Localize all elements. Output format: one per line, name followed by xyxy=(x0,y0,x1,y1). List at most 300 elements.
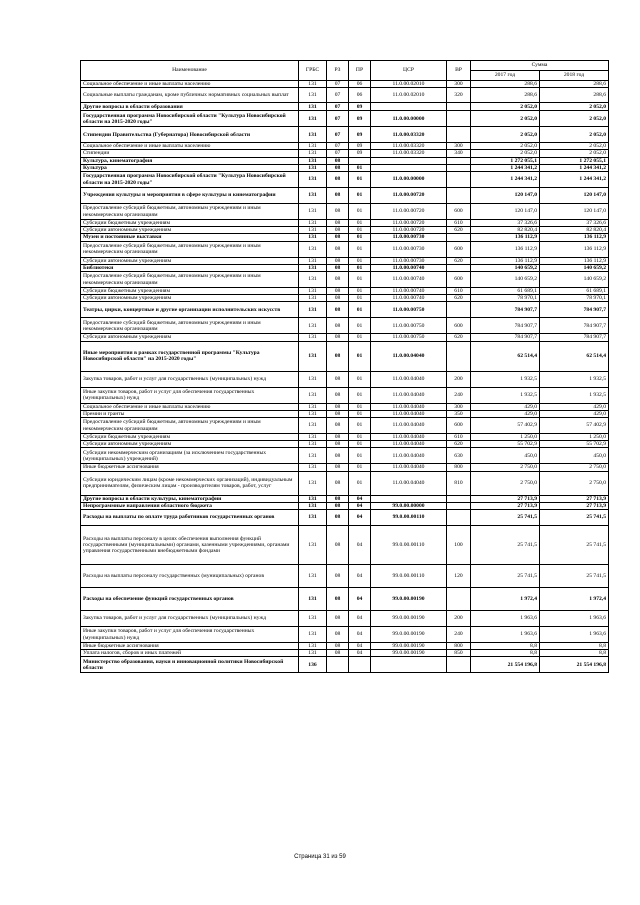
row-name: Иные бюджетные ассигнования xyxy=(81,464,299,471)
row-grbs: 131 xyxy=(299,318,327,334)
row-amount-2017: 8,8 xyxy=(471,643,540,650)
row-rz: 08 xyxy=(327,448,349,464)
row-amount-2017: 1 932,5 xyxy=(471,387,540,403)
row-grbs: 131 xyxy=(299,172,327,188)
row-name: Расходы на выплаты персоналу в целях обеспечения выполнения функций государственными (муниципальными) органами, казенными учреждениями, органами управления государственными внебюджетными фондами xyxy=(81,526,299,565)
row-vr: 320 xyxy=(447,88,471,103)
row-name: Музеи и постоянные выставки xyxy=(81,234,299,241)
row-rz: 07 xyxy=(327,103,349,111)
row-vr: 850 xyxy=(447,650,471,657)
row-grbs: 131 xyxy=(299,143,327,150)
row-grbs: 131 xyxy=(299,88,327,103)
row-amount-2018: 27 713,9 xyxy=(540,495,609,502)
header-name: Наименование xyxy=(81,61,299,81)
row-amount-2018: 1 932,5 xyxy=(540,387,609,403)
row-amount-2017: 288,6 xyxy=(471,88,540,103)
row-csr: 11.0.00.04040 xyxy=(371,464,447,471)
row-rz: 08 xyxy=(327,410,349,417)
row-grbs: 131 xyxy=(299,288,327,295)
row-pr: 01 xyxy=(349,172,371,188)
row-vr: 600 xyxy=(447,241,471,257)
row-rz: 08 xyxy=(327,403,349,410)
row-vr xyxy=(447,234,471,241)
row-rz: 08 xyxy=(327,272,349,288)
row-vr: 350 xyxy=(447,410,471,417)
row-rz: 07 xyxy=(327,111,349,127)
row-name: Министерство образования, науки и инновационной политики Новосибирской области xyxy=(81,657,299,673)
row-name: Культура, кинематография xyxy=(81,157,299,164)
row-pr: 04 xyxy=(349,526,371,565)
row-name: Иные мероприятия в рамках государственной программы "Культура Новосибирской области" на 2015-2020 годы" xyxy=(81,341,299,371)
row-grbs: 136 xyxy=(299,657,327,673)
row-pr: 01 xyxy=(349,418,371,434)
table-row xyxy=(81,204,609,220)
row-grbs: 131 xyxy=(299,403,327,410)
row-rz: 08 xyxy=(327,495,349,502)
row-vr xyxy=(447,264,471,271)
row-csr: 11.0.00.04040 xyxy=(371,418,447,434)
row-vr xyxy=(447,588,471,611)
row-grbs: 131 xyxy=(299,588,327,611)
table-row xyxy=(81,418,609,434)
row-csr: 11.0.00.04040 xyxy=(371,448,447,464)
row-csr: 11.0.00.03320 xyxy=(371,127,447,143)
row-rz: 08 xyxy=(327,241,349,257)
row-pr: 01 xyxy=(349,464,371,471)
budget-table xyxy=(80,60,609,673)
row-csr xyxy=(371,495,447,502)
row-rz: 08 xyxy=(327,227,349,234)
row-amount-2017: 120 147,0 xyxy=(471,188,540,204)
row-rz: 08 xyxy=(327,188,349,204)
row-amount-2017: 1 932,5 xyxy=(471,371,540,387)
table-row xyxy=(81,657,609,673)
row-amount-2017: 8,8 xyxy=(471,650,540,657)
row-csr: 11.0.00.00740 xyxy=(371,272,447,288)
row-vr: 200 xyxy=(447,611,471,627)
row-csr: 11.0.00.00000 xyxy=(371,111,447,127)
row-grbs: 131 xyxy=(299,241,327,257)
row-rz: 08 xyxy=(327,387,349,403)
row-amount-2018: 784 907,7 xyxy=(540,318,609,334)
row-amount-2018: 1 244 341,2 xyxy=(540,164,609,171)
row-amount-2017: 1 244 341,2 xyxy=(471,164,540,171)
row-amount-2018: 55 702,9 xyxy=(540,441,609,448)
row-pr: 01 xyxy=(349,234,371,241)
row-name: Непрограммные направления областного бюджета xyxy=(81,502,299,509)
row-rz: 08 xyxy=(327,565,349,588)
table-row xyxy=(81,448,609,464)
row-vr: 600 xyxy=(447,318,471,334)
header-2018: 2018 год xyxy=(540,71,609,81)
row-pr: 01 xyxy=(349,164,371,171)
table-row xyxy=(81,103,609,111)
row-grbs: 131 xyxy=(299,418,327,434)
row-grbs: 131 xyxy=(299,234,327,241)
row-grbs: 131 xyxy=(299,334,327,341)
row-amount-2017: 136 112,9 xyxy=(471,241,540,257)
row-csr: 11.0.00.00000 xyxy=(371,172,447,188)
row-rz: 07 xyxy=(327,81,349,88)
row-rz: 08 xyxy=(327,220,349,227)
row-name: Субсидии автономным учреждениям xyxy=(81,334,299,341)
row-amount-2018: 8,8 xyxy=(540,650,609,657)
row-amount-2017: 55 702,9 xyxy=(471,441,540,448)
row-name: Государственная программа Новосибирской области "Культура Новосибирской области на 2015-2020 годы" xyxy=(81,111,299,127)
row-grbs: 131 xyxy=(299,464,327,471)
row-amount-2018: 78 970,1 xyxy=(540,295,609,302)
row-rz: 08 xyxy=(327,164,349,171)
row-pr: 09 xyxy=(349,150,371,157)
row-amount-2018: 62 514,4 xyxy=(540,341,609,371)
row-vr: 810 xyxy=(447,471,471,495)
row-pr: 01 xyxy=(349,188,371,204)
row-grbs: 131 xyxy=(299,495,327,502)
row-vr xyxy=(447,172,471,188)
row-pr: 01 xyxy=(349,434,371,441)
row-pr: 04 xyxy=(349,627,371,643)
row-pr: 04 xyxy=(349,510,371,526)
row-vr: 610 xyxy=(447,288,471,295)
row-rz: 08 xyxy=(327,650,349,657)
row-csr: 11.0.00.04040 xyxy=(371,471,447,495)
row-amount-2017: 2 052,0 xyxy=(471,150,540,157)
row-name: Расходы на обеспечение функций государственных органов xyxy=(81,588,299,611)
row-pr: 06 xyxy=(349,88,371,103)
row-vr xyxy=(447,510,471,526)
row-name: Иные закупки товаров, работ и услуг для обеспечения государственных (муниципальных) нужд xyxy=(81,387,299,403)
table-row xyxy=(81,387,609,403)
row-pr: 01 xyxy=(349,241,371,257)
row-vr xyxy=(447,502,471,509)
row-grbs: 131 xyxy=(299,627,327,643)
row-amount-2018: 25 741,5 xyxy=(540,526,609,565)
row-vr: 600 xyxy=(447,272,471,288)
row-amount-2017: 82 820,4 xyxy=(471,227,540,234)
row-vr xyxy=(447,302,471,318)
table-row xyxy=(81,164,609,171)
row-name: Библиотеки xyxy=(81,264,299,271)
table-row xyxy=(81,111,609,127)
row-name: Закупка товаров, работ и услуг для государственных (муниципальных) нужд xyxy=(81,611,299,627)
header-csr: ЦСР xyxy=(371,61,447,81)
row-vr: 240 xyxy=(447,387,471,403)
row-amount-2018: 2 750,0 xyxy=(540,464,609,471)
table-row xyxy=(81,227,609,234)
row-csr: 11.0.00.00740 xyxy=(371,295,447,302)
row-name: Субсидии некоммерческим организациям (за исключением государственных (муниципальных) учреждений) xyxy=(81,448,299,464)
row-rz: 08 xyxy=(327,643,349,650)
row-rz: 08 xyxy=(327,611,349,627)
row-amount-2018: 784 907,7 xyxy=(540,334,609,341)
row-name: Расходы на выплаты персоналу государственных (муниципальных) органов xyxy=(81,565,299,588)
row-amount-2018: 37 326,6 xyxy=(540,220,609,227)
row-name: Социальное обеспечение и иные выплаты населению xyxy=(81,403,299,410)
row-name: Иные бюджетные ассигнования xyxy=(81,643,299,650)
row-amount-2017: 784 907,7 xyxy=(471,302,540,318)
row-csr: 11.0.00.04040 xyxy=(371,410,447,417)
row-amount-2017: 78 970,1 xyxy=(471,295,540,302)
table-row xyxy=(81,288,609,295)
row-name: Государственная программа Новосибирской области "Культура Новосибирской области на 2015-2020 годы" xyxy=(81,172,299,188)
row-grbs: 131 xyxy=(299,302,327,318)
row-rz: 08 xyxy=(327,627,349,643)
table-header xyxy=(81,61,609,81)
row-vr: 300 xyxy=(447,143,471,150)
row-amount-2017: 2 750,0 xyxy=(471,471,540,495)
row-amount-2018: 2 750,0 xyxy=(540,471,609,495)
row-grbs: 131 xyxy=(299,272,327,288)
row-rz: 07 xyxy=(327,143,349,150)
row-vr xyxy=(447,103,471,111)
row-grbs: 131 xyxy=(299,188,327,204)
table-row xyxy=(81,502,609,509)
row-grbs: 131 xyxy=(299,164,327,171)
row-amount-2017: 37 326,6 xyxy=(471,220,540,227)
row-vr: 340 xyxy=(447,150,471,157)
row-amount-2017: 61 689,1 xyxy=(471,288,540,295)
row-rz: 08 xyxy=(327,471,349,495)
row-grbs: 131 xyxy=(299,103,327,111)
table-row xyxy=(81,464,609,471)
row-pr: 09 xyxy=(349,143,371,150)
row-amount-2018: 1 972,4 xyxy=(540,588,609,611)
row-rz: 08 xyxy=(327,510,349,526)
row-rz: 08 xyxy=(327,172,349,188)
row-grbs: 131 xyxy=(299,434,327,441)
row-pr: 01 xyxy=(349,441,371,448)
row-amount-2018: 57 402,9 xyxy=(540,418,609,434)
row-csr: 11.0.00.04040 xyxy=(371,341,447,371)
header-sum: Сумма xyxy=(471,61,609,71)
table-row xyxy=(81,295,609,302)
row-csr: 11.0.00.00750 xyxy=(371,302,447,318)
row-vr: 610 xyxy=(447,220,471,227)
row-vr: 620 xyxy=(447,334,471,341)
row-name: Субсидии бюджетным учреждениям xyxy=(81,288,299,295)
row-amount-2018: 450,0 xyxy=(540,448,609,464)
row-amount-2018: 136 112,9 xyxy=(540,257,609,264)
row-pr: 01 xyxy=(349,471,371,495)
row-csr: 11.0.00.04040 xyxy=(371,434,447,441)
row-vr: 610 xyxy=(447,434,471,441)
row-amount-2017: 25 741,5 xyxy=(471,526,540,565)
row-csr: 99.0.00.00190 xyxy=(371,650,447,657)
row-rz: 08 xyxy=(327,502,349,509)
row-name: Социальное обеспечение и иные выплаты населению xyxy=(81,81,299,88)
row-grbs: 131 xyxy=(299,611,327,627)
row-pr: 09 xyxy=(349,103,371,111)
row-name: Субсидии бюджетным учреждениям xyxy=(81,220,299,227)
row-vr xyxy=(447,157,471,164)
table-body xyxy=(81,81,609,673)
row-vr xyxy=(447,127,471,143)
row-grbs: 131 xyxy=(299,127,327,143)
row-name: Предоставление субсидий бюджетным, автономным учреждениям и иным некоммерческим организациям xyxy=(81,204,299,220)
row-amount-2018: 1 932,5 xyxy=(540,371,609,387)
row-grbs: 131 xyxy=(299,471,327,495)
row-amount-2017: 136 112,9 xyxy=(471,234,540,241)
row-csr xyxy=(371,164,447,171)
row-rz: 08 xyxy=(327,588,349,611)
row-name: Социальные выплаты гражданам, кроме публичных нормативных социальных выплат xyxy=(81,88,299,103)
row-amount-2017: 2 052,0 xyxy=(471,143,540,150)
row-name: Учреждения культуры и мероприятия в сфере культуры и кинематографии xyxy=(81,188,299,204)
row-amount-2017: 784 907,7 xyxy=(471,334,540,341)
row-vr: 200 xyxy=(447,371,471,387)
row-vr: 600 xyxy=(447,204,471,220)
table-row xyxy=(81,410,609,417)
row-name: Иные закупки товаров, работ и услуг для обеспечения государственных (муниципальных) нужд xyxy=(81,627,299,643)
row-grbs: 131 xyxy=(299,448,327,464)
row-amount-2018: 140 659,2 xyxy=(540,272,609,288)
row-amount-2017: 429,0 xyxy=(471,410,540,417)
table-row xyxy=(81,441,609,448)
row-vr: 100 xyxy=(447,526,471,565)
row-csr: 11.0.00.04040 xyxy=(371,403,447,410)
row-grbs: 131 xyxy=(299,502,327,509)
row-amount-2017: 1 963,6 xyxy=(471,627,540,643)
row-name: Закупка товаров, работ и услуг для государственных (муниципальных) нужд xyxy=(81,371,299,387)
row-grbs: 131 xyxy=(299,526,327,565)
row-csr: 11.0.00.00750 xyxy=(371,318,447,334)
table-row xyxy=(81,334,609,341)
row-csr: 99.0.00.00190 xyxy=(371,611,447,627)
row-pr: 01 xyxy=(349,403,371,410)
row-grbs: 131 xyxy=(299,81,327,88)
row-pr: 01 xyxy=(349,257,371,264)
table-row xyxy=(81,302,609,318)
row-vr xyxy=(447,164,471,171)
header-vr: ВР xyxy=(447,61,471,81)
row-grbs: 131 xyxy=(299,111,327,127)
row-grbs: 131 xyxy=(299,341,327,371)
row-name: Субсидии юридическим лицам (кроме некоммерческих организаций), индивидуальным предпринимателям, физическим лицам - производителям товаров, работ, услуг xyxy=(81,471,299,495)
row-csr: 11.0.00.02010 xyxy=(371,81,447,88)
row-amount-2017: 450,0 xyxy=(471,448,540,464)
row-rz: 08 xyxy=(327,464,349,471)
row-amount-2017: 2 052,0 xyxy=(471,127,540,143)
row-amount-2018: 2 052,0 xyxy=(540,150,609,157)
row-amount-2017: 25 741,5 xyxy=(471,565,540,588)
row-pr: 04 xyxy=(349,502,371,509)
row-grbs: 131 xyxy=(299,227,327,234)
row-vr: 300 xyxy=(447,81,471,88)
table-row xyxy=(81,471,609,495)
table-row xyxy=(81,150,609,157)
row-name: Субсидии бюджетным учреждениям xyxy=(81,434,299,441)
row-name: Субсидии автономным учреждениям xyxy=(81,227,299,234)
row-amount-2017: 27 713,9 xyxy=(471,502,540,509)
row-pr: 01 xyxy=(349,302,371,318)
table-row xyxy=(81,643,609,650)
header-2017: 2017 год xyxy=(471,71,540,81)
row-csr: 99.0.00.00110 xyxy=(371,510,447,526)
table-row xyxy=(81,371,609,387)
row-grbs: 131 xyxy=(299,220,327,227)
row-amount-2018: 288,6 xyxy=(540,88,609,103)
row-csr: 11.0.00.00730 xyxy=(371,257,447,264)
row-grbs: 131 xyxy=(299,295,327,302)
row-grbs: 131 xyxy=(299,387,327,403)
row-vr: 630 xyxy=(447,448,471,464)
table-row xyxy=(81,627,609,643)
row-name: Культура xyxy=(81,164,299,171)
row-pr: 01 xyxy=(349,227,371,234)
row-pr: 01 xyxy=(349,448,371,464)
row-amount-2018: 1 272 055,1 xyxy=(540,157,609,164)
row-pr: 01 xyxy=(349,204,371,220)
row-name: Субсидии автономным учреждениям xyxy=(81,295,299,302)
row-name: Предоставление субсидий бюджетным, автономным учреждениям и иным некоммерческим организациям xyxy=(81,418,299,434)
row-amount-2017: 136 112,9 xyxy=(471,257,540,264)
row-rz: 08 xyxy=(327,264,349,271)
row-csr: 11.0.00.00730 xyxy=(371,241,447,257)
row-name: Расходы на выплаты по оплате труда работников государственных органов xyxy=(81,510,299,526)
row-rz: 08 xyxy=(327,441,349,448)
row-rz: 08 xyxy=(327,334,349,341)
row-rz: 08 xyxy=(327,288,349,295)
row-pr: 01 xyxy=(349,220,371,227)
row-vr: 300 xyxy=(447,403,471,410)
row-amount-2017: 1 272 055,1 xyxy=(471,157,540,164)
row-amount-2017: 1 250,0 xyxy=(471,434,540,441)
page-number: Страница 31 из 59 xyxy=(294,854,346,860)
row-amount-2017: 2 052,0 xyxy=(471,111,540,127)
row-amount-2018: 784 907,7 xyxy=(540,302,609,318)
row-rz: 08 xyxy=(327,295,349,302)
row-name: Субсидии автономным учреждениям xyxy=(81,441,299,448)
row-pr: 01 xyxy=(349,341,371,371)
row-amount-2017: 429,0 xyxy=(471,403,540,410)
row-pr: 04 xyxy=(349,650,371,657)
row-csr: 99.0.00.00190 xyxy=(371,643,447,650)
row-csr: 11.0.00.00720 xyxy=(371,227,447,234)
row-csr: 11.0.00.03320 xyxy=(371,143,447,150)
row-csr: 11.0.00.00720 xyxy=(371,204,447,220)
row-pr: 01 xyxy=(349,410,371,417)
table-row xyxy=(81,234,609,241)
row-csr: 11.0.00.04040 xyxy=(371,441,447,448)
row-csr: 11.0.00.00720 xyxy=(371,188,447,204)
row-amount-2017: 140 659,2 xyxy=(471,272,540,288)
table-row xyxy=(81,434,609,441)
row-amount-2017: 2 750,0 xyxy=(471,464,540,471)
row-name: Уплата налогов, сборов и иных платежей xyxy=(81,650,299,657)
row-amount-2017: 2 052,0 xyxy=(471,103,540,111)
table-row xyxy=(81,143,609,150)
row-grbs: 131 xyxy=(299,257,327,264)
row-csr: 99.0.00.00190 xyxy=(371,588,447,611)
row-amount-2018: 2 052,0 xyxy=(540,103,609,111)
row-amount-2018: 1 250,0 xyxy=(540,434,609,441)
row-pr: 01 xyxy=(349,318,371,334)
row-vr xyxy=(447,495,471,502)
row-amount-2017: 62 514,4 xyxy=(471,341,540,371)
row-grbs: 131 xyxy=(299,157,327,164)
row-vr: 600 xyxy=(447,418,471,434)
row-rz: 08 xyxy=(327,234,349,241)
table-row xyxy=(81,264,609,271)
row-grbs: 131 xyxy=(299,441,327,448)
row-csr: 11.0.00.00750 xyxy=(371,334,447,341)
row-pr: 01 xyxy=(349,272,371,288)
row-amount-2017: 57 402,9 xyxy=(471,418,540,434)
table-row xyxy=(81,81,609,88)
row-name: Стипендии xyxy=(81,150,299,157)
table-row xyxy=(81,510,609,526)
table-row xyxy=(81,611,609,627)
